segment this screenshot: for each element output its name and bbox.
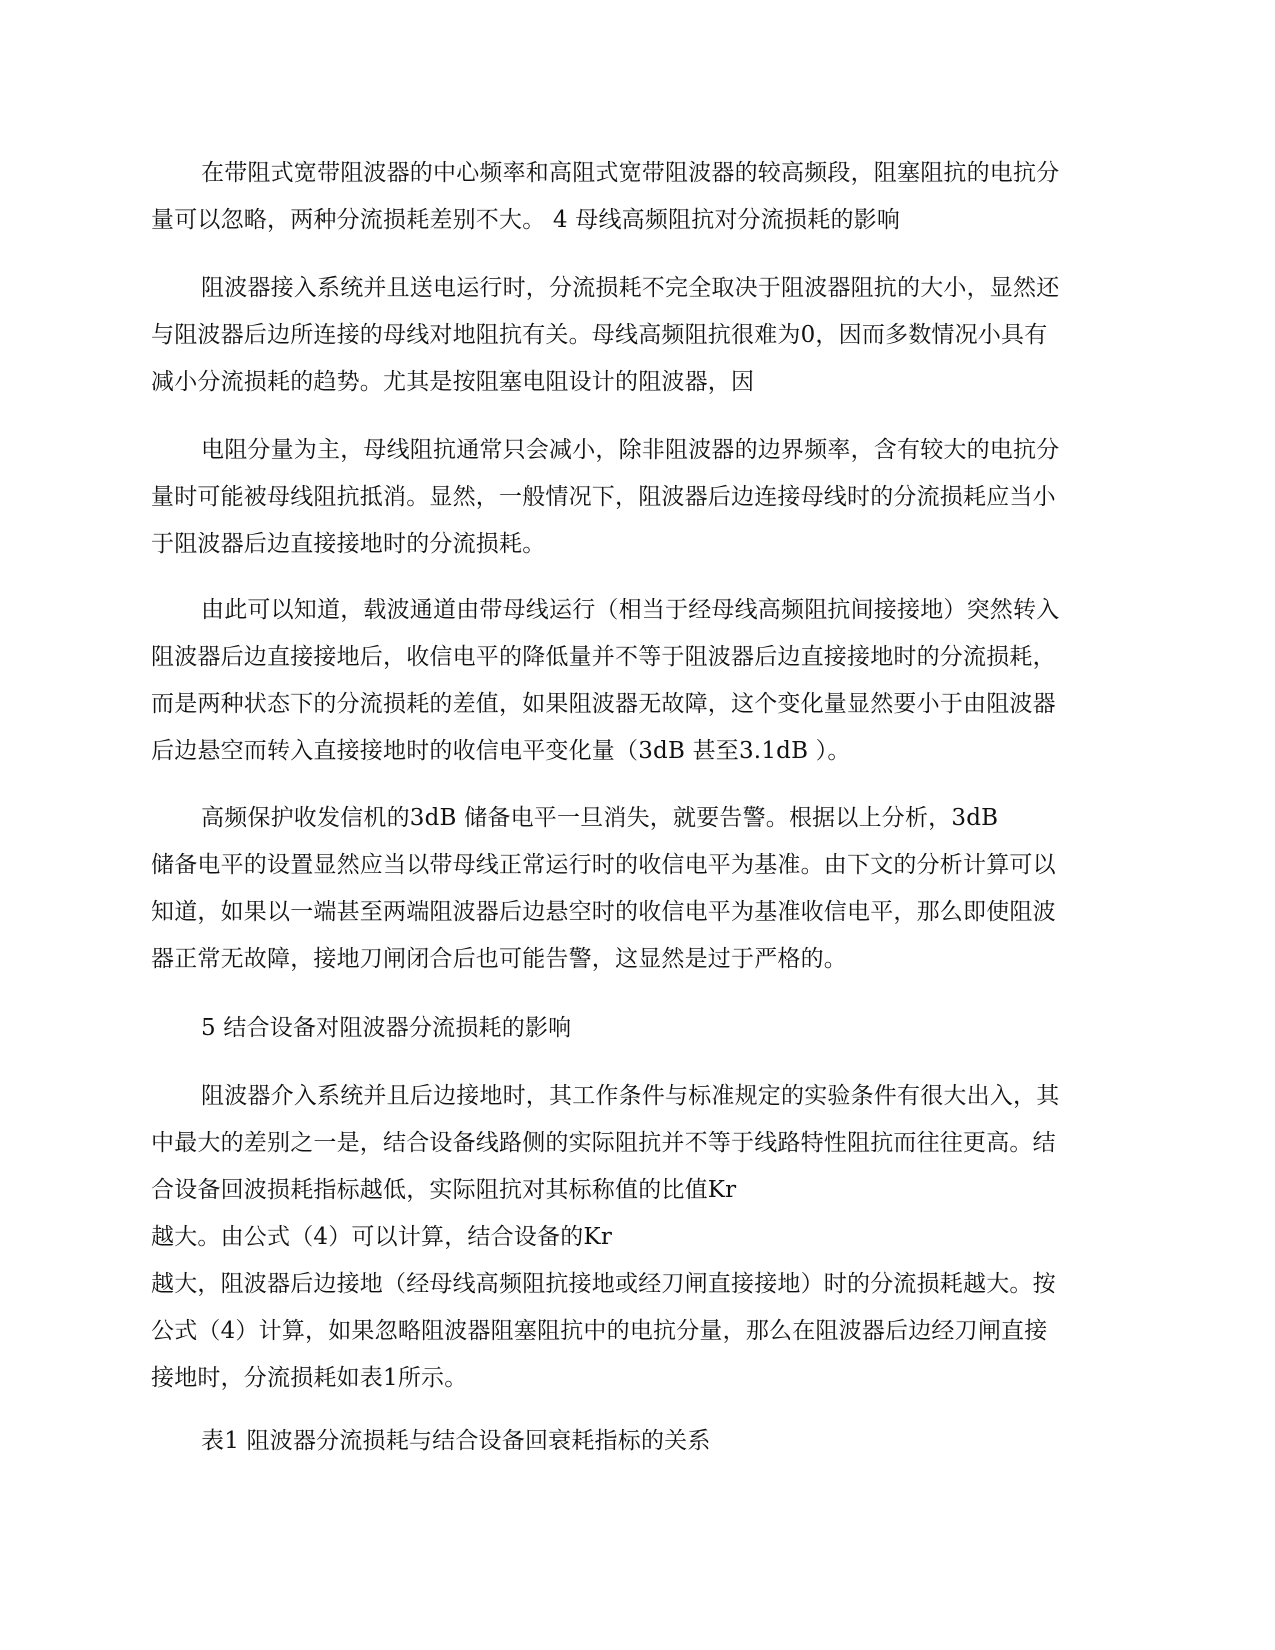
text-line: 由此可以知道，载波通道由带母线运行（相当于经母线高频阻抗间接接地）突然转入 [201, 597, 1060, 623]
text-line: 中最大的差别之一是，结合设备线路侧的实际阻抗并不等于线路特性阻抗而往往更高。结 [151, 1130, 1056, 1156]
text-line: 阻波器后边直接接地后，收信电平的降低量并不等于阻波器后边直接接地时的分流损耗， [151, 644, 1056, 670]
text-line: 于阻波器后边直接接地时的分流损耗。 [151, 531, 546, 557]
text-line: 公式（4）计算，如果忽略阻波器阻塞阻抗中的电抗分量，那么在阻波器后边经刀闸直接 [151, 1318, 1048, 1344]
paragraph-2 [151, 265, 1131, 406]
text-line: 越大，阻波器后边接地（经母线高频阻抗接地或经刀闸直接接地）时的分流损耗越大。按 [151, 1271, 1056, 1297]
text-line: 阻波器介入系统并且后边接地时，其工作条件与标准规定的实验条件有很大出入，其 [201, 1083, 1060, 1109]
text-line: 在带阻式宽带阻波器的中心频率和高阻式宽带阻波器的较高频段，阻塞阻抗的电抗分 [201, 160, 1060, 186]
text-line: 知道，如果以一端甚至两端阻波器后边悬空时的收信电平为基准收信电平，那么即使阻波 [151, 899, 1056, 925]
paragraph-3 [151, 427, 1131, 568]
text-line: 越大。由公式（4）可以计算，结合设备的Kr [151, 1224, 613, 1250]
text-line: 阻波器接入系统并且送电运行时，分流损耗不完全取决于阻波器阻抗的大小，显然还 [201, 275, 1060, 301]
text-line: 与阻波器后边所连接的母线对地阻抗有关。母线高频阻抗很难为0，因而多数情况小具有 [151, 322, 1048, 348]
text-line: 量可以忽略，两种分流损耗差别不大。 4 母线高频阻抗对分流损耗的影响 [151, 207, 901, 233]
text-line: 器正常无故障，接地刀闸闭合后也可能告警，这显然是过于严格的。 [151, 946, 847, 972]
section-heading-5 [151, 1005, 1131, 1052]
table-caption-text: 表1 阻波器分流损耗与结合设备回衰耗指标的关系 [201, 1428, 711, 1454]
text-line: 储备电平的设置显然应当以带母线正常运行时的收信电平为基准。由下文的分析计算可以 [151, 852, 1056, 878]
text-line: 接地时，分流损耗如表1所示。 [151, 1365, 468, 1391]
paragraph-5 [151, 795, 1131, 983]
text-line: 高频保护收发信机的3dB 储备电平一旦消失，就要告警。根据以上分析，3dB [201, 805, 999, 831]
paragraph-1 [151, 150, 1131, 244]
paragraph-6 [151, 1073, 1131, 1402]
section-heading-text: 5 结合设备对阻波器分流损耗的影响 [201, 1015, 572, 1041]
table-caption [151, 1418, 1131, 1465]
text-line: 后边悬空而转入直接接地时的收信电平变化量（3dB 甚至3.1dB ）。 [151, 738, 851, 764]
paragraph-4 [151, 587, 1131, 775]
text-line: 减小分流损耗的趋势。尤其是按阻塞电阻设计的阻波器，因 [151, 369, 755, 395]
text-line: 电阻分量为主，母线阻抗通常只会减小，除非阻波器的边界频率，含有较大的电抗分 [201, 437, 1060, 463]
text-line: 量时可能被母线阻抗抵消。显然，一般情况下，阻波器后边连接母线时的分流损耗应当小 [151, 484, 1056, 510]
text-line: 而是两种状态下的分流损耗的差值，如果阻波器无故障，这个变化量显然要小于由阻波器 [151, 691, 1056, 717]
text-line: 合设备回波损耗指标越低，实际阻抗对其标称值的比值Kr [151, 1177, 737, 1203]
